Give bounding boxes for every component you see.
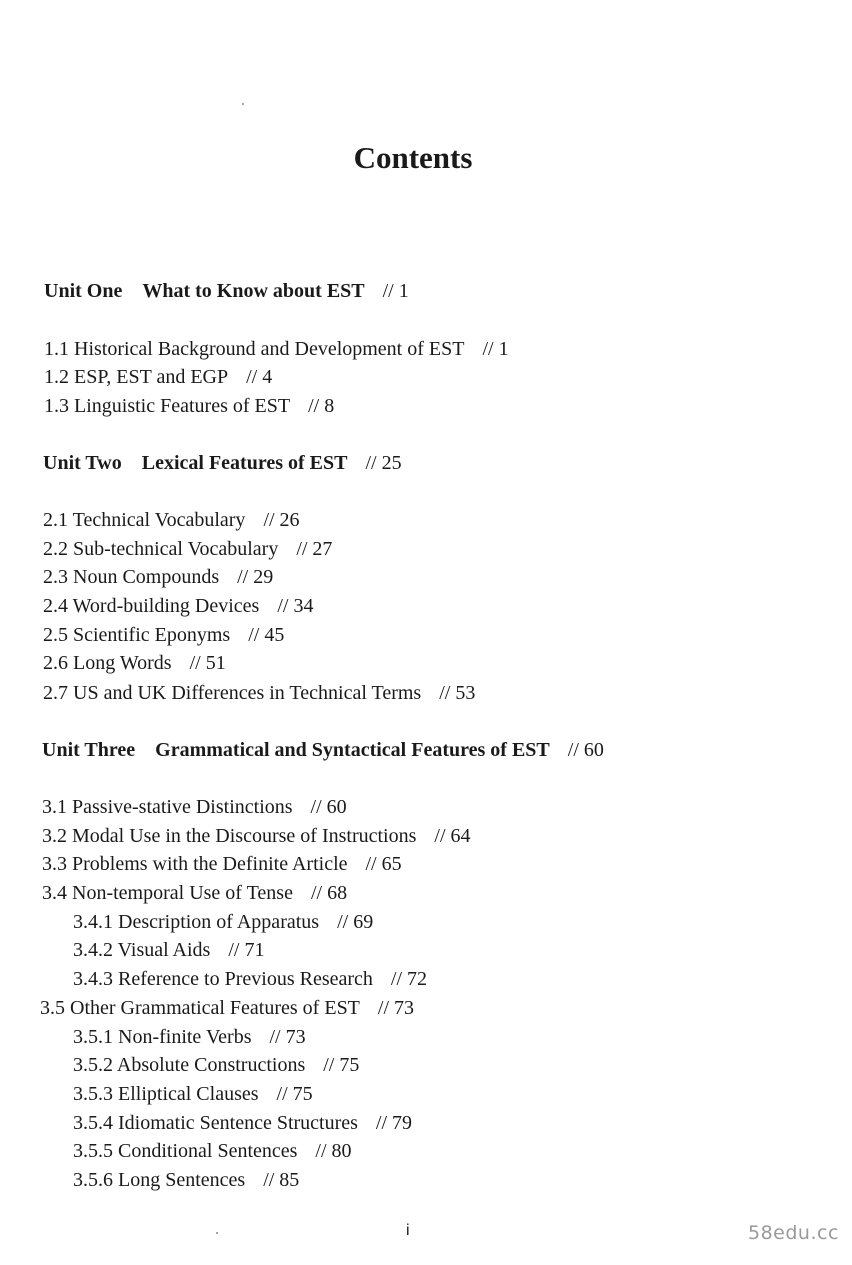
entry-page: // 60 — [310, 796, 347, 818]
toc-entry — [44, 338, 509, 361]
unit-page: // 1 — [382, 280, 409, 302]
entry-page: // 71 — [228, 939, 265, 961]
entry-text: 3.5.4 Idiomatic Sentence Structures — [73, 1112, 358, 1134]
entry-page: // 64 — [434, 825, 471, 847]
entry-text: 3.4 Non-temporal Use of Tense — [42, 882, 293, 904]
entry-page: // 75 — [323, 1054, 360, 1076]
unit-heading-2 — [43, 452, 402, 475]
toc-entry — [44, 395, 334, 418]
entry-text: 3.5.3 Elliptical Clauses — [73, 1083, 259, 1105]
entry-text: 3.5 Other Grammatical Features of EST — [40, 997, 360, 1019]
toc-entry — [43, 624, 284, 647]
entry-text: 2.6 Long Words — [43, 652, 172, 674]
unit-name: Grammatical and Syntactical Features of EST — [155, 739, 550, 761]
toc-entry — [40, 997, 414, 1020]
entry-page: // 75 — [276, 1083, 313, 1105]
toc-entry — [43, 652, 226, 675]
watermark: 58edu.cc — [748, 1222, 839, 1244]
entry-text: 3.5.5 Conditional Sentences — [73, 1140, 298, 1162]
entry-page: // 85 — [263, 1169, 300, 1191]
toc-entry — [42, 825, 471, 848]
entry-page: // 69 — [337, 911, 374, 933]
toc-subentry — [73, 1140, 352, 1163]
toc-entry — [44, 366, 272, 389]
entry-text: 3.3 Problems with the Definite Article — [42, 853, 348, 875]
scan-speck — [216, 1232, 218, 1234]
toc-entry — [42, 796, 347, 819]
toc-subentry — [73, 1112, 412, 1135]
entry-page: // 72 — [390, 968, 428, 990]
entry-text: 2.2 Sub-technical Vocabulary — [43, 538, 279, 560]
entry-page: // 80 — [315, 1140, 352, 1162]
entry-text: 3.2 Modal Use in the Discourse of Instructions — [42, 825, 417, 847]
entry-page: // 73 — [269, 1026, 306, 1048]
unit-label: Unit Two — [43, 452, 122, 474]
unit-name: Lexical Features of EST — [141, 452, 348, 474]
entry-page: // 34 — [277, 595, 314, 617]
entry-page: // 65 — [365, 853, 402, 875]
scan-speck — [242, 103, 244, 105]
entry-text: 3.1 Passive-stative Distinctions — [42, 796, 293, 818]
unit-name: What to Know about EST — [142, 280, 365, 302]
unit-label: Unit Three — [42, 739, 136, 761]
entry-text: 3.4.2 Visual Aids — [73, 939, 211, 961]
toc-entry — [42, 853, 402, 876]
entry-text: 3.5.1 Non-finite Verbs — [73, 1026, 252, 1048]
entry-page: // 53 — [439, 682, 476, 704]
entry-page: // 27 — [296, 538, 333, 560]
page-number: i — [406, 1222, 410, 1239]
toc-entry — [43, 566, 273, 589]
toc-subentry — [73, 911, 373, 934]
entry-text: 2.5 Scientific Eponyms — [43, 624, 231, 646]
entry-page: // 29 — [237, 566, 274, 588]
entry-page: // 68 — [310, 882, 348, 904]
toc-entry — [43, 538, 332, 561]
entry-page: // 8 — [308, 395, 335, 417]
entry-page: // 26 — [263, 509, 300, 531]
toc-subentry — [73, 1026, 306, 1049]
toc-subentry — [73, 1083, 313, 1106]
entry-text: 1.3 Linguistic Features of EST — [44, 395, 291, 417]
toc-subentry — [73, 968, 427, 991]
unit-page: // 25 — [365, 452, 402, 474]
entry-text: 3.4.1 Description of Apparatus — [73, 911, 320, 933]
entry-text: 3.4.3 Reference to Previous Research — [73, 968, 373, 990]
toc-entry — [42, 882, 347, 905]
unit-heading-3 — [42, 739, 604, 762]
entry-text: 1.1 Historical Background and Development of EST — [44, 338, 465, 360]
entry-text: 3.5.6 Long Sentences — [73, 1169, 246, 1191]
page-title: Contents — [353, 140, 473, 175]
toc-subentry — [73, 939, 264, 962]
entry-page: // 1 — [482, 338, 509, 360]
entry-page: // 79 — [375, 1112, 413, 1134]
entry-page: // 4 — [246, 366, 273, 388]
entry-text: 2.1 Technical Vocabulary — [43, 509, 246, 531]
toc-subentry — [73, 1054, 359, 1077]
toc-entry — [43, 595, 313, 618]
entry-text: 2.7 US and UK Differences in Technical Terms — [43, 682, 422, 704]
unit-page: // 60 — [567, 739, 604, 761]
entry-page: // 51 — [189, 652, 226, 674]
toc-entry — [43, 509, 300, 532]
unit-label: Unit One — [44, 280, 123, 302]
entry-page: // 73 — [377, 997, 415, 1019]
entry-text: 2.3 Noun Compounds — [43, 566, 220, 588]
toc-entry — [43, 682, 475, 705]
entry-page: // 45 — [248, 624, 285, 646]
entry-text: 2.4 Word-building Devices — [43, 595, 260, 617]
toc-subentry — [73, 1169, 299, 1192]
unit-heading-1 — [44, 280, 409, 303]
entry-text: 3.5.2 Absolute Constructions — [73, 1054, 306, 1076]
entry-text: 1.2 ESP, EST and EGP — [44, 366, 229, 388]
